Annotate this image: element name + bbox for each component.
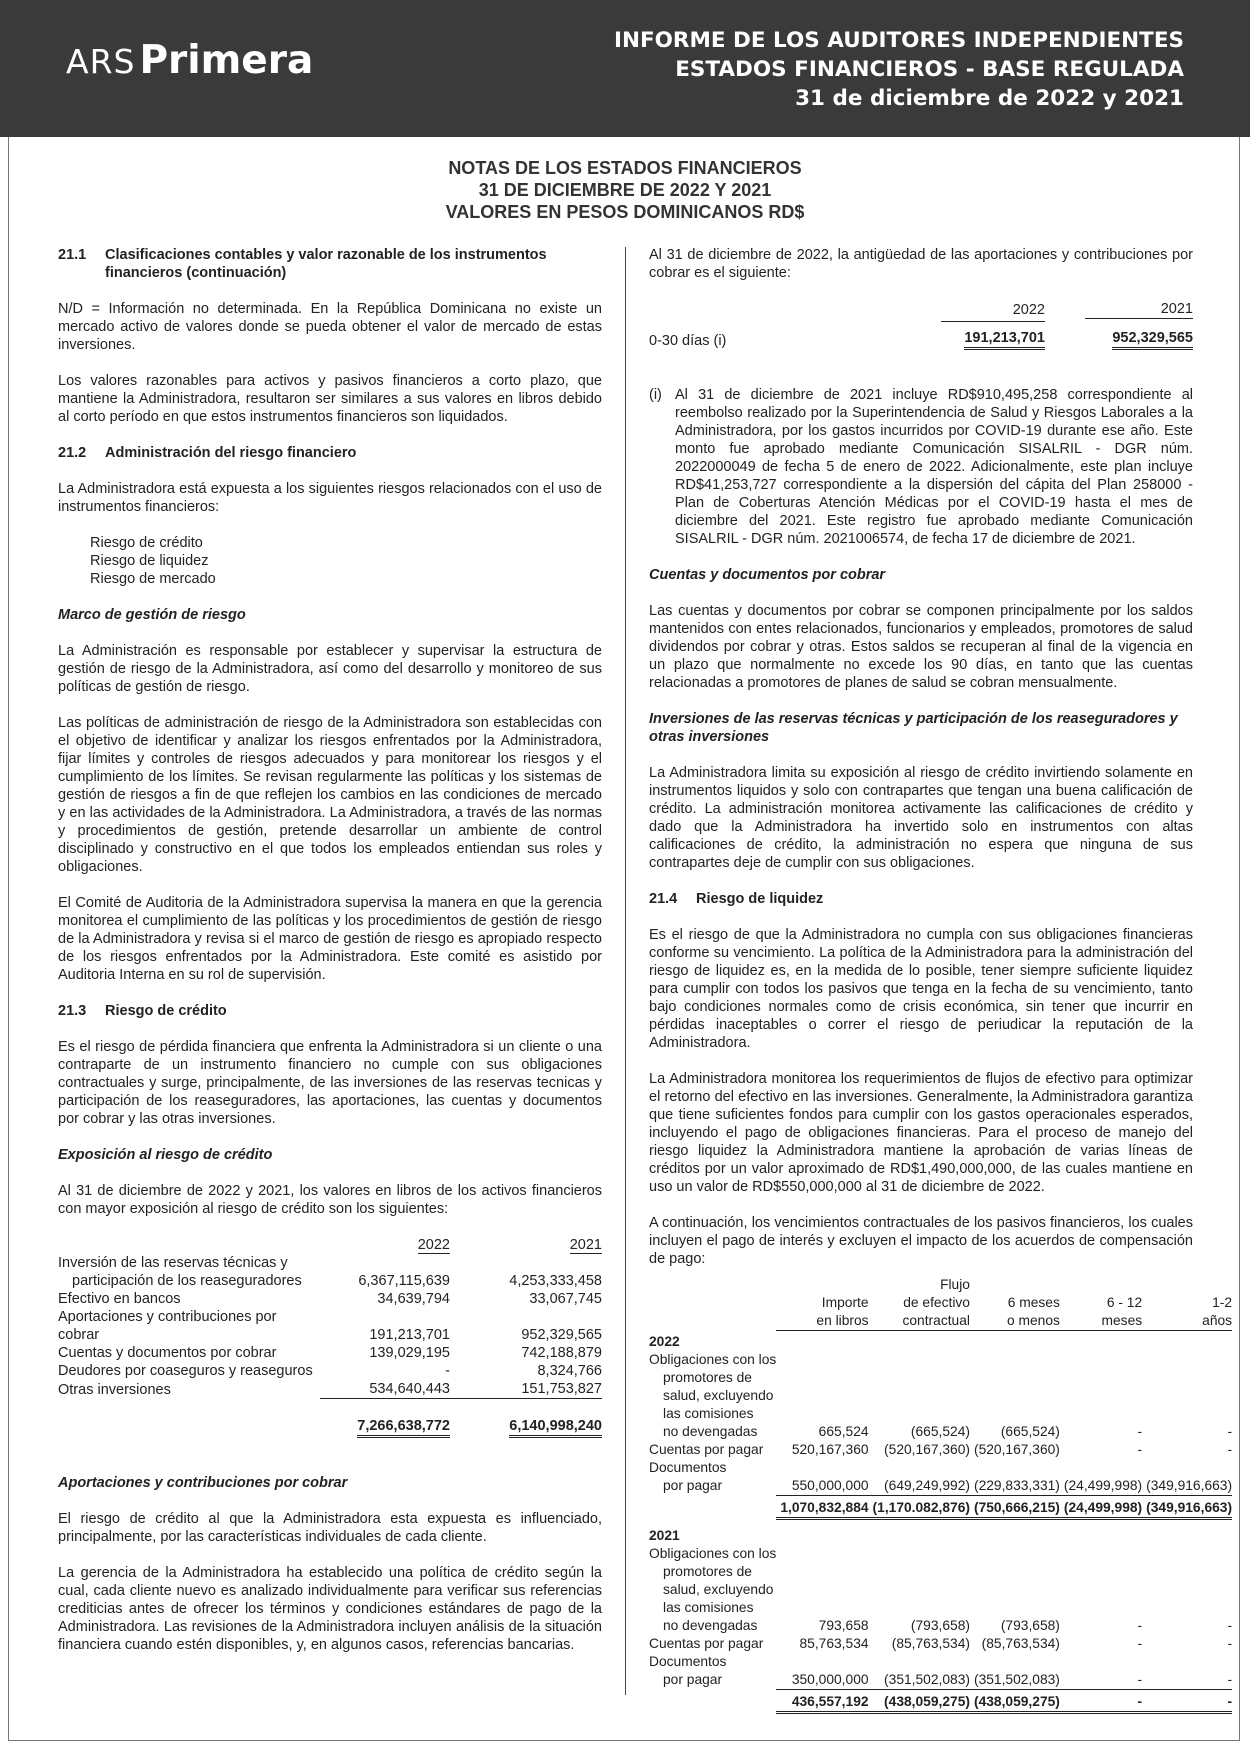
table-row <box>58 1362 602 1380</box>
row-label: por pagar <box>663 1672 723 1687</box>
column-header <box>1142 1276 1232 1294</box>
cell-value: - <box>1227 1441 1233 1457</box>
cell-value: 33,067,745 <box>529 1291 602 1307</box>
cell-value: 742,188,879 <box>521 1345 602 1361</box>
logo-primera: Primera <box>139 38 314 83</box>
cell-value <box>1060 1369 1142 1387</box>
row-label: Obligaciones con los <box>649 1545 777 1561</box>
table-row <box>649 1405 1232 1423</box>
paragraph-nd: N/D = Información no determinada. En la República Dominicana no existe un mercado activo de valores donde se pueda obtener el valor de mercado de estas inversiones. <box>58 301 602 353</box>
total-value: (24,499,998) <box>1060 1499 1142 1519</box>
cell-value: - <box>1137 1423 1143 1439</box>
table-row <box>649 1351 1232 1369</box>
row-label: Aportaciones y contribuciones por cobrar <box>58 1309 277 1343</box>
cell-value <box>450 1254 602 1272</box>
cell-value <box>970 1653 1060 1671</box>
total-value: 6,140,998,240 <box>509 1417 602 1438</box>
cell-value: 793,658 <box>818 1617 869 1633</box>
section-21-3-heading <box>58 1002 602 1020</box>
cell-value: - <box>1060 1671 1142 1690</box>
section-21-1-heading <box>58 246 602 282</box>
paragraph-liquidez-3: A continuación, los vencimientos contractuales de los pasivos financieros, los cuales incluyen el pago de interés y excluyen el impacto de los acuerdos de compensación de pago: <box>649 1215 1193 1267</box>
row-label: Deudores por coaseguros y reaseguros <box>58 1363 313 1379</box>
cell-value <box>1060 1545 1142 1563</box>
list-item: Riesgo de mercado <box>90 571 216 587</box>
row-label: las comisiones <box>663 1599 754 1615</box>
total-value: (1,170.082,876) <box>869 1499 970 1519</box>
notes-title <box>0 157 1250 223</box>
cell-value <box>869 1387 970 1405</box>
cell-value: 139,029,195 <box>369 1345 450 1361</box>
total-value: 7,266,638,772 <box>357 1417 450 1438</box>
table-row <box>58 1254 602 1272</box>
table-row <box>649 1563 1232 1581</box>
table-header-row <box>649 1294 1232 1312</box>
section-number: 21.2 <box>58 445 87 461</box>
total-value: (438,059,275) <box>869 1693 970 1713</box>
column-header <box>649 1276 776 1294</box>
row-label: no devengadas <box>663 1423 758 1439</box>
cell-value: 4,253,333,458 <box>509 1273 602 1289</box>
row-label: no devengadas <box>663 1617 758 1633</box>
cell-value: 534,640,443 <box>320 1380 450 1399</box>
cell-value: - <box>1227 1617 1233 1633</box>
paragraph-aportaciones-1: El riesgo de crédito al que la Administradora esta expuesta es influenciado, principalmente, por las características individuales de cada cliente. <box>58 1510 602 1545</box>
cell-value: 952,329,565 <box>521 1327 602 1343</box>
table-row <box>58 1380 602 1399</box>
table-row <box>58 1308 602 1344</box>
column-header: Flujo <box>940 1277 970 1292</box>
table-row <box>649 1599 1232 1617</box>
table-row <box>649 1423 1232 1441</box>
table-row <box>649 1477 1232 1496</box>
cell-value <box>776 1387 868 1405</box>
cell-value <box>970 1599 1060 1617</box>
paragraph-marco-1: La Administración es responsable por establecer y supervisar la estructura de gestión de riesgo de la Administradora, así como del desarrollo y monitoreo de sus políticas de gestión de riesgo. <box>58 643 602 695</box>
subheading-exposicion: Exposición al riesgo de crédito <box>58 1147 273 1163</box>
cell-value <box>1142 1351 1232 1369</box>
row-label: por pagar <box>663 1478 723 1493</box>
cell-value <box>1142 1599 1232 1617</box>
header-title-line1: INFORME DE LOS AUDITORES INDEPENDIENTES <box>613 28 1184 53</box>
total-value: (349,916,663) <box>1142 1499 1232 1519</box>
cell-value <box>1142 1459 1232 1477</box>
list-item: Riesgo de liquidez <box>90 553 209 569</box>
cell-value <box>1060 1599 1142 1617</box>
paragraph-valores: Los valores razonables para activos y pasivos financieros a corto plazo, que mantiene la Administradora, resultaron ser similares a sus valores en libros debido al corto período en que estos instrumentos financieros son liquidados. <box>58 373 602 425</box>
row-label: salud, excluyendo <box>663 1581 774 1597</box>
company-logo <box>66 38 313 83</box>
cell-value <box>1142 1545 1232 1563</box>
table-row <box>649 1653 1232 1671</box>
paragraph-liquidez-2: La Administradora monitorea los requerimientos de flujos de efectivo para optimizar el retorno del efectivo en las inversiones. Generalmente, la Administradora garantiza que tiene suficientes fondos para cumplir con los gastos operacionales esperados, incluyendo el pago de obligaciones financieras. Para el proceso de manejo del riesgo liquidez la Administradora mantiene la aprobación de varias líneas de créditos por un valor aproximado de RD$1,490,000,000, de las cuales mantiene en uso un valor de RD$550,000,000 al 31 de diciembre de 2022. <box>649 1071 1193 1195</box>
paragraph-liquidez-1: Es el riesgo de que la Administradora no cumpla con sus obligaciones financieras conforme su vencimiento. La política de la Administradora para la administración del riesgo de liquidez es, en la medida de lo posible, tener siempre suficiente liquidez para cumplir con todos los pasivos que tenga en la fecha de su vencimiento, tanto bajo condiciones normales como de crisis económica, sin tener que incurrir en pérdidas inaceptables o correr el riesgo de periudicar la reputación de la Administradora. <box>649 927 1193 1051</box>
subheading-aportaciones: Aportaciones y contribuciones por cobrar <box>58 1474 348 1491</box>
column-header: 2022 <box>941 300 1045 321</box>
row-label: Efectivo en bancos <box>58 1291 181 1307</box>
column-header: 6 - 12 <box>1106 1295 1143 1310</box>
header-title-line3: 31 de diciembre de 2022 y 2021 <box>795 86 1184 111</box>
section-title: Clasificaciones contables y valor razonable de los instrumentos financieros (continuación) <box>105 247 547 281</box>
cell-value <box>1142 1653 1232 1671</box>
header-title-line2: ESTADOS FINANCIEROS - BASE REGULADA <box>675 57 1184 82</box>
cell-value: 191,213,701 <box>964 329 1045 350</box>
aging-table <box>649 300 1193 350</box>
cell-value <box>1142 1387 1232 1405</box>
cell-value <box>776 1369 868 1387</box>
paragraph-inversiones: La Administradora limita su exposición al riesgo de crédito invirtiendo solamente en instrumentos liquidos y solo con contrapartes que tengan una buena calificación de crédito. La administración monitorea activamente las calificaciones de crédito y dado que la Administradora ha invertido solo en instrumentos con altas calificaciones de crédito, la administración no espera que ninguna de sus contrapartes deje de cumplir con sus obligaciones. <box>649 765 1193 871</box>
footnote-i <box>649 386 1193 548</box>
notes-title-line1: NOTAS DE LOS ESTADOS FINANCIEROS <box>448 158 802 178</box>
cell-value <box>776 1599 868 1617</box>
row-label: Documentos <box>649 1459 727 1475</box>
year-label: 2022 <box>649 1333 680 1349</box>
column-header: o menos <box>970 1312 1060 1331</box>
cell-value: (793,658) <box>1000 1617 1060 1633</box>
cell-value: 550,000,000 <box>776 1477 868 1496</box>
paragraph-cuentas: Las cuentas y documentos por cobrar se componen principalmente por los saldos mantenidos con entes relacionados, funcionarios y empleados, promotores de salud dividendos por cobrar y otras. Estos saldos se recuperan al final de la vigencia en un plazo que normalmente no excede los 90 días, en tanto que las cuentas relacionadas a promotores de planes de salud se cobran mensualmente. <box>649 603 1193 691</box>
paragraph-expuesta: La Administradora está expuesta a los siguientes riesgos relacionados con el uso de instrumentos financieros: <box>58 481 602 515</box>
list-item: Riesgo de crédito <box>90 535 203 551</box>
cell-value <box>970 1459 1060 1477</box>
table-row <box>649 1671 1232 1690</box>
cell-value <box>1060 1405 1142 1423</box>
row-label: Cuentas y documentos por cobrar <box>58 1345 277 1361</box>
subheading-marco: Marco de gestión de riesgo <box>58 607 246 623</box>
row-label: Documentos <box>649 1653 727 1669</box>
cell-value: (520,167,360) <box>973 1441 1060 1457</box>
cell-value: (229,833,331) <box>970 1477 1060 1496</box>
cell-value: (665,524) <box>1000 1423 1060 1439</box>
cell-value <box>869 1405 970 1423</box>
cell-value: (649,249,992) <box>869 1477 970 1496</box>
cell-value: (85,763,534) <box>891 1635 970 1651</box>
section-title: Riesgo de crédito <box>105 1003 227 1019</box>
column-header <box>1060 1276 1142 1294</box>
year-label: 2021 <box>649 1527 680 1543</box>
cell-value <box>1060 1387 1142 1405</box>
column-header: 6 meses <box>1007 1295 1060 1310</box>
paragraph-antiguedad: Al 31 de diciembre de 2022, la antigüedad de las aportaciones y contribuciones por cobrar es el siguiente: <box>649 247 1193 281</box>
table-header-row <box>649 1312 1232 1331</box>
column-header: 1-2 <box>1212 1295 1233 1310</box>
cell-value <box>970 1369 1060 1387</box>
cell-value <box>1060 1581 1142 1599</box>
cell-value <box>970 1563 1060 1581</box>
cell-value: 34,639,794 <box>377 1291 450 1307</box>
left-column <box>58 246 602 1672</box>
table-header-row <box>649 1276 1232 1294</box>
cell-value <box>776 1545 868 1563</box>
column-header: de efectivo <box>903 1295 970 1310</box>
cell-value <box>970 1351 1060 1369</box>
cell-value <box>869 1599 970 1617</box>
row-label: las comisiones <box>663 1405 754 1421</box>
total-value: - <box>1060 1693 1142 1713</box>
cell-value: - <box>445 1363 450 1379</box>
cell-value <box>970 1387 1060 1405</box>
footnote-text: Al 31 de diciembre de 2021 incluye RD$910,495,258 correspondiente al reembolso realizado por la Superintendencia de Salud y Riesgos Laborales a la Administradora, por los gastos incurridos por COVID-19 durante ese año. Este monto fue aprobado mediante Comunicación SISALRIL - DGR núm. 2022000049 de fecha 5 de enero de 2022. Adicionalmente, este plan incluye RD$41,253,727 correspondiente a la dispersión del cápita del Plan 258000 - Plan de Coberturas Atención Médicas por el COVID-19 hasta el mes de diciembre del 2021. Este registro fue aprobado mediante Comunicación SISALRIL - DGR núm. 2021006574, de fecha 17 de diciembre de 2021. <box>675 387 1193 547</box>
header-title <box>614 26 1184 113</box>
cell-value: (85,763,534) <box>981 1635 1060 1651</box>
row-label: Cuentas por pagar <box>649 1441 764 1457</box>
row-label: Otras inversiones <box>58 1381 171 1398</box>
paragraph-exposicion: Al 31 de diciembre de 2022 y 2021, los valores en libros de los activos financieros con mayor exposición al riesgo de crédito son los siguientes: <box>58 1183 602 1217</box>
table-header-row <box>649 300 1193 321</box>
row-label: Obligaciones con los <box>649 1351 777 1367</box>
section-title: Administración del riesgo financiero <box>105 445 357 461</box>
cell-value <box>970 1581 1060 1599</box>
cell-value <box>970 1405 1060 1423</box>
cell-value: 665,524 <box>818 1423 869 1439</box>
logo-ars: ARS <box>66 42 136 81</box>
column-header <box>776 1276 868 1294</box>
cell-value <box>970 1545 1060 1563</box>
page-header <box>0 0 1250 137</box>
cell-value: (351,502,083) <box>869 1671 970 1690</box>
column-header <box>649 1312 776 1331</box>
cell-value: (665,524) <box>910 1423 970 1439</box>
cell-value <box>869 1581 970 1599</box>
maturity-table <box>649 1276 1232 1714</box>
total-value: 1,070,832,884 <box>776 1499 868 1519</box>
row-label: Inversión de las reservas técnicas y <box>58 1255 288 1271</box>
cell-value: (349,916,663) <box>1142 1477 1232 1496</box>
cell-value <box>1060 1563 1142 1581</box>
cell-value <box>776 1405 868 1423</box>
cell-value <box>776 1459 868 1477</box>
risk-list <box>90 534 602 588</box>
column-header <box>649 1294 776 1312</box>
section-number: 21.3 <box>58 1003 87 1019</box>
paragraph-marco-3: El Comité de Auditoria de la Administradora supervisa la manera en que la gerencia monitorea el cumplimiento de las políticas y los procedimientos de gestión de riesgo de la Administradora y revisa si el marco de gestión de riesgo es apropiado respecto de los riesgos enfrentados por la Administradora. Este comité es asistido por Auditoria Interna en su rol de supervisión. <box>58 895 602 983</box>
table-row <box>649 1545 1232 1563</box>
cell-value: 350,000,000 <box>776 1671 868 1690</box>
cell-value <box>869 1563 970 1581</box>
cell-value <box>869 1351 970 1369</box>
row-label: participación de los reaseguradores <box>72 1273 302 1289</box>
cell-value <box>1060 1459 1142 1477</box>
notes-title-line3: VALORES EN PESOS DOMINICANOS RD$ <box>445 202 805 222</box>
cell-value <box>1142 1369 1232 1387</box>
total-value: (438,059,275) <box>970 1693 1060 1713</box>
table-row <box>649 1617 1232 1635</box>
paragraph-credito: Es el riesgo de pérdida financiera que enfrenta la Administradora si un cliente o una contraparte de un instrumento financiero no cumple con sus obligaciones contractuales y surge, principalmente, de las inversiones de las reservas tecnicas y participación de los reaseguradores, las aportaciones, las cuentas y documentos por cobrar y las otras inversiones. <box>58 1039 602 1127</box>
table-row <box>649 1459 1232 1477</box>
cell-value: 6,367,115,639 <box>358 1273 450 1289</box>
cell-value <box>1142 1405 1232 1423</box>
cell-value: 952,329,565 <box>1112 329 1193 350</box>
cell-value <box>869 1459 970 1477</box>
column-header: en libros <box>776 1312 868 1331</box>
cell-value: 8,324,766 <box>537 1363 602 1379</box>
total-value: (750,666,215) <box>970 1499 1060 1519</box>
cell-value: - <box>1227 1423 1233 1439</box>
column-header <box>970 1276 1060 1294</box>
cell-value: 85,763,534 <box>799 1635 869 1651</box>
table-row <box>649 1441 1232 1459</box>
section-number: 21.1 <box>58 247 87 263</box>
subheading-cuentas: Cuentas y documentos por cobrar <box>649 567 886 583</box>
cell-value <box>869 1653 970 1671</box>
subheading-inversiones: Inversiones de las reservas técnicas y participación de los reaseguradores y otras inversiones <box>649 711 1178 745</box>
cell-value: 151,753,827 <box>450 1380 602 1399</box>
total-value: - <box>1142 1693 1232 1713</box>
cell-value <box>320 1254 450 1272</box>
cell-value <box>776 1351 868 1369</box>
table-row <box>649 1635 1232 1653</box>
right-column <box>649 246 1233 1714</box>
section-21-2-heading <box>58 444 602 462</box>
cell-value: (520,167,360) <box>884 1441 970 1457</box>
footnote-marker: (i) <box>649 387 662 403</box>
table-total-row <box>58 1417 602 1438</box>
column-header: Importe <box>821 1295 869 1310</box>
paragraph-marco-2: Las políticas de administración de riesgo de la Administradora son establecidas con el objetivo de identificar y analizar los riesgos enfrentados por la Administradora, fijar límites y controles de riesgos adecuados y para monitorear los riesgos y el cumplimiento de los límites. Se revisan regularmente las políticas y los sistemas de gestión de riesgos a fin de que reflejen los cambios en las condiciones de mercado y en las actividades de la Administradora. La Administradora, a través de las normas y procedimientos de gestión, pretende desarrollar un ambiente de control disciplinado y constructivo en el que todos los empleados entiendan sus roles y obligaciones. <box>58 715 602 875</box>
paragraph-aportaciones-2: La gerencia de la Administradora ha establecido una política de crédito según la cual, cada cliente nuevo es analizado individualmente para verificar sus referencias crediticias antes de ofrecer los términos y condiciones estándares de pago de la Administradora. Las revisiones de la Administradora incluyen análisis de la situación financiera cuando estén disponibles, y, en algunos casos, referencias bancarias. <box>58 1564 602 1653</box>
cell-value: 191,213,701 <box>369 1327 450 1343</box>
table-row <box>649 329 1193 350</box>
column-header: años <box>1142 1312 1232 1331</box>
exposure-table <box>58 1236 602 1438</box>
cell-value <box>776 1563 868 1581</box>
cell-value <box>1060 1653 1142 1671</box>
cell-value: - <box>1137 1617 1143 1633</box>
table-total-row <box>649 1499 1232 1519</box>
cell-value: - <box>1227 1635 1233 1651</box>
column-header: 2021 <box>569 1237 602 1253</box>
row-label: salud, excluyendo <box>663 1387 774 1403</box>
column-divider <box>625 247 626 1695</box>
table-row <box>58 1290 602 1308</box>
cell-value: - <box>1142 1671 1232 1690</box>
cell-value <box>1142 1563 1232 1581</box>
table-row <box>58 1272 602 1290</box>
column-header: meses <box>1060 1312 1142 1331</box>
table-row <box>649 1369 1232 1387</box>
cell-value: (24,499,998) <box>1060 1477 1142 1496</box>
cell-value <box>776 1581 868 1599</box>
cell-value: (351,502,083) <box>970 1671 1060 1690</box>
row-label: promotores de <box>663 1369 752 1385</box>
column-header: 2022 <box>417 1237 450 1253</box>
cell-value: - <box>1137 1635 1143 1651</box>
table-row <box>649 1387 1232 1405</box>
column-header: 2021 <box>1085 300 1193 319</box>
section-21-4-heading <box>649 890 1193 908</box>
column-header: contractual <box>869 1312 970 1331</box>
cell-value: - <box>1137 1441 1143 1457</box>
cell-value <box>776 1653 868 1671</box>
cell-value <box>869 1545 970 1563</box>
cell-value <box>1060 1351 1142 1369</box>
cell-value <box>869 1369 970 1387</box>
table-row <box>649 1581 1232 1599</box>
row-label: 0-30 días (i) <box>649 333 727 349</box>
cell-value <box>1142 1581 1232 1599</box>
section-title: Riesgo de liquidez <box>696 891 824 907</box>
cell-value: (793,658) <box>910 1617 970 1633</box>
notes-title-line2: 31 DE DICIEMBRE DE 2022 Y 2021 <box>478 180 772 200</box>
total-value: 436,557,192 <box>776 1693 868 1713</box>
row-label: Cuentas por pagar <box>649 1635 764 1651</box>
row-label: promotores de <box>663 1563 752 1579</box>
cell-value: 520,167,360 <box>791 1441 869 1457</box>
table-header-row <box>58 1236 602 1254</box>
table-total-row <box>649 1693 1232 1713</box>
table-row <box>58 1344 602 1362</box>
section-number: 21.4 <box>649 891 678 907</box>
